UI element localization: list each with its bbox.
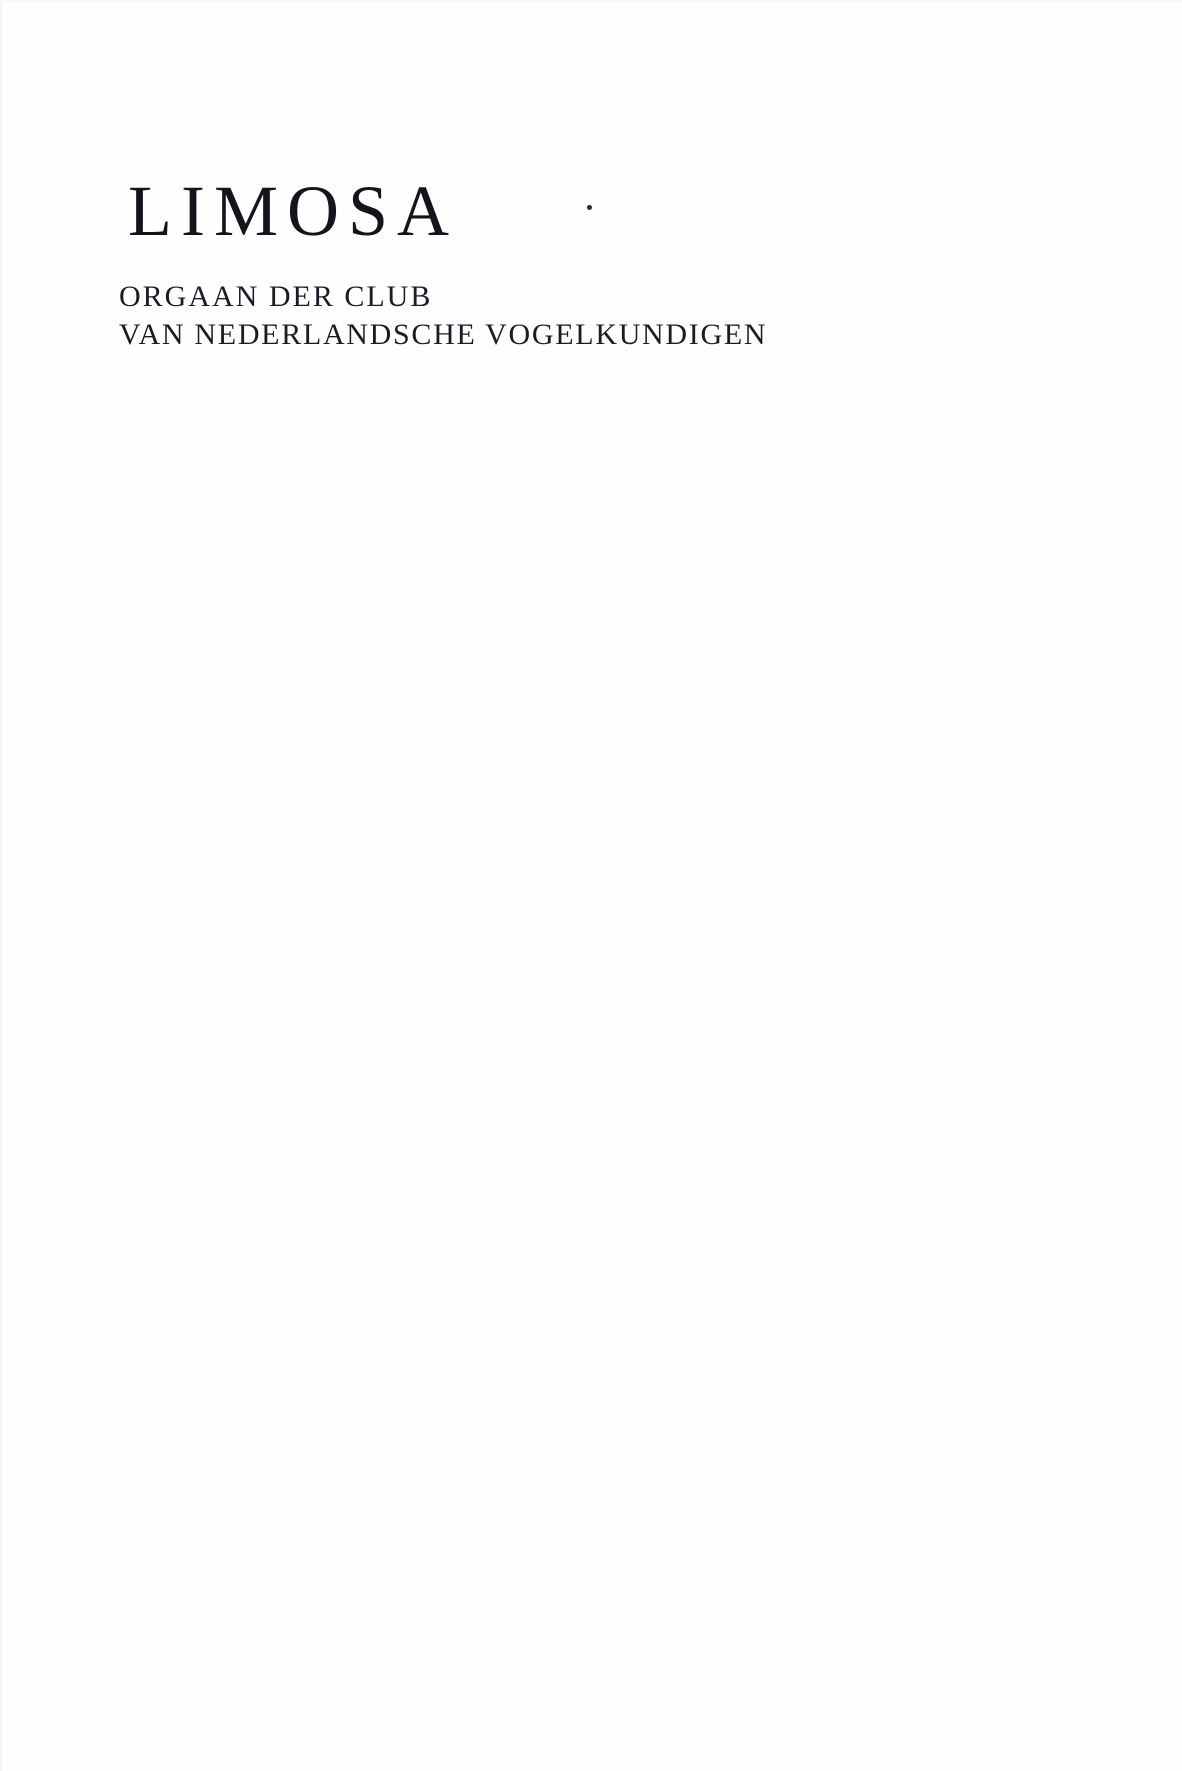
- subtitle-line-2: VAN NEDERLANDSCHE VOGELKUNDIGEN: [119, 318, 768, 352]
- page-edge-left: [0, 0, 4, 1771]
- masthead: [128, 171, 1028, 251]
- page-title: LIMOSA: [128, 171, 459, 251]
- page-edge-top: [0, 0, 1182, 3]
- subtitle-line-1: ORGAAN DER CLUB: [119, 280, 433, 313]
- decorative-dot: [587, 205, 592, 210]
- subtitle-block: [119, 278, 1039, 355]
